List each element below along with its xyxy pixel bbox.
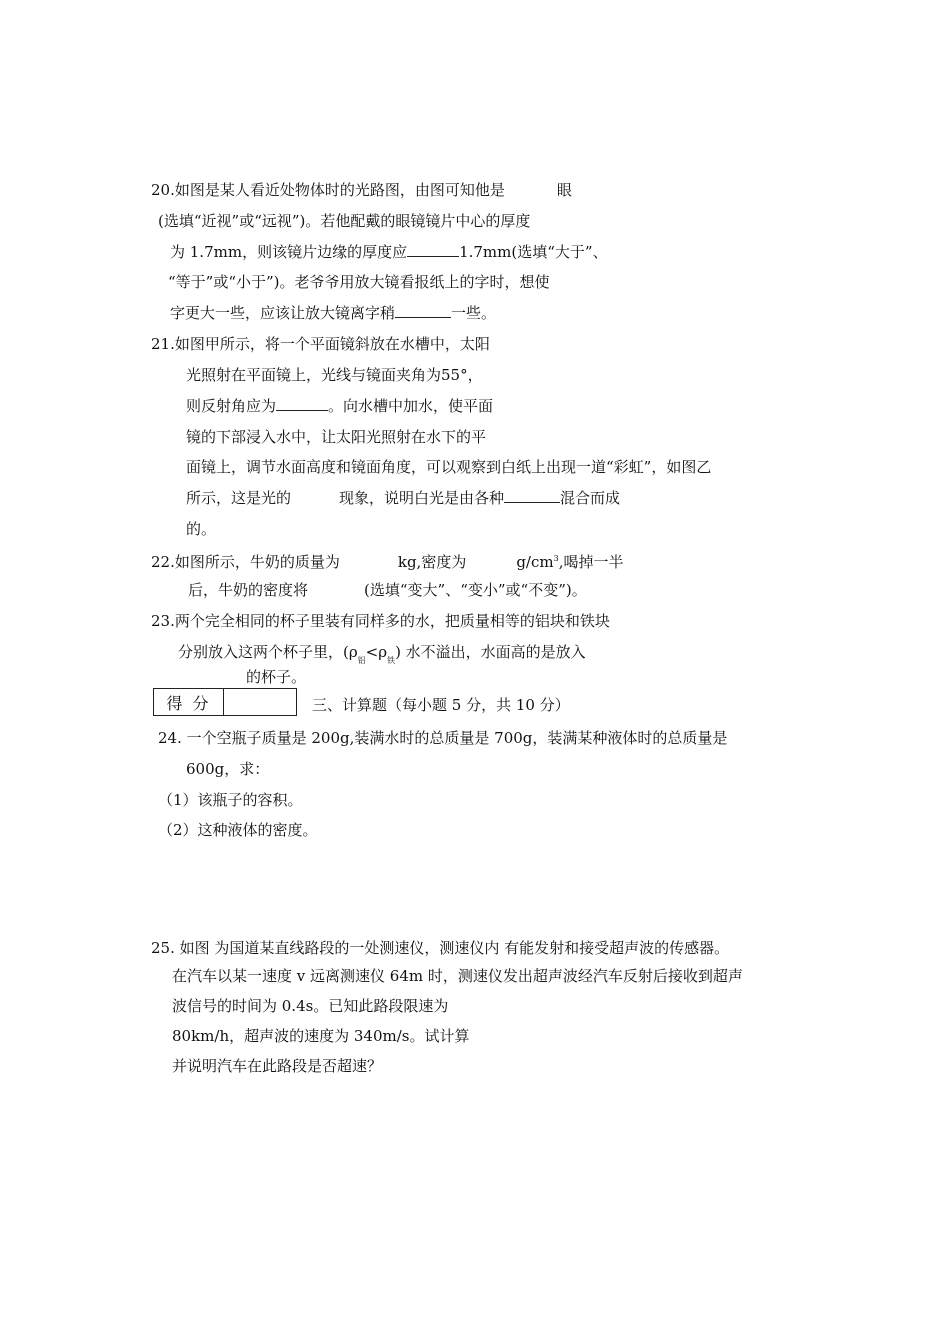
q21-text: 现象，说明白光是由各种: [339, 489, 505, 507]
q20-text: 为 1.7mm，则该镜片边缘的厚度应: [170, 243, 408, 261]
q21-text: 则反射角应为: [186, 397, 277, 415]
answer-blank[interactable]: [407, 242, 459, 257]
q21-line-4: [186, 427, 486, 447]
q24-text: （2）这种液体的密度。: [158, 821, 318, 839]
q20-line-1: [151, 180, 572, 200]
q24-line-2: [186, 759, 269, 779]
answer-blank[interactable]: [340, 553, 398, 567]
answer-blank[interactable]: [308, 581, 364, 595]
q23-text: 分别放入这两个杯子里，(ρ: [178, 643, 358, 661]
q22-text: 22.如图所示，牛奶的质量为: [151, 553, 340, 571]
q20-line-5: [170, 303, 496, 323]
q23-text: 23.两个完全相同的杯子里装有同样多的水，把质量相等的铝块和铁块: [151, 612, 610, 630]
q21-line-2: [186, 365, 483, 385]
q21-text: 镜的下部浸入水中，让太阳光照射在水下的平: [186, 428, 487, 446]
q21-line-5: [186, 457, 711, 477]
q23-text: <ρ: [365, 643, 388, 661]
answer-blank[interactable]: [466, 553, 516, 567]
q20-line-3: [170, 242, 608, 262]
q23-text: 铁: [387, 656, 396, 665]
q23-line-1: [151, 611, 610, 631]
q21-line-6: [186, 488, 620, 508]
q21-text: 混合而成: [560, 489, 621, 507]
q20-text: “等于”或“小于”)。老爷爷用放大镜看报纸上的字时，想使: [168, 273, 550, 291]
q25-text: 在汽车以某一速度 v 远离测速仪 64m 时，测速仪发出超声波经汽车反射后接收到超声: [172, 967, 743, 985]
q24-text: 600g，求：: [186, 760, 270, 778]
q22-text: (选填“变大”、“变小”或“不变”)。: [364, 581, 587, 599]
q25-text: 波信号的时间为 0.4s。已知此路段限速为: [172, 997, 449, 1015]
q20-text: (选填“近视”或“远视”)。若他配戴的眼镜镜片中心的厚度: [158, 212, 531, 230]
score-input[interactable]: [224, 689, 296, 715]
q25-line-3: [172, 996, 448, 1016]
score-label: 得分: [154, 689, 224, 715]
q22-text: 后，牛奶的密度将: [188, 581, 309, 599]
answer-blank[interactable]: [276, 396, 328, 411]
answer-blank[interactable]: [291, 489, 339, 503]
q21-text: 的。: [186, 520, 217, 538]
q25-text: 并说明汽车在此路段是否超速？: [172, 1057, 383, 1075]
score-box: [153, 688, 297, 716]
q22-text: kg,密度为: [397, 553, 467, 571]
q20-text: 字更大一些，应该让放大镜离字稍: [170, 304, 396, 322]
q21-text: 。向水槽中加水，使平面: [328, 397, 494, 415]
q23-text: ) 水不溢出，水面高的是放入: [395, 643, 586, 661]
q24-text: 24. 一个空瓶子质量是 200g,装满水时的总质量是 700g，装满某种液体时的总质量是: [158, 729, 728, 747]
q20-line-2: [158, 211, 530, 231]
q21-line-7: [186, 519, 216, 539]
answer-blank[interactable]: [505, 181, 557, 195]
q25-text: 25. 如图 为国道某直线路段的一处测速仪，测速仪内 有能发射和接受超声波的传感器。: [151, 939, 730, 957]
q25-line-1: [151, 938, 729, 958]
q20-text: 一些。: [451, 304, 497, 322]
q22-text: ,喝掉一半: [558, 553, 624, 571]
q25-text: 80km/h，超声波的速度为 340m/s。试计算: [172, 1027, 470, 1045]
q24-line-4: [158, 820, 318, 840]
q25-line-4: [172, 1026, 470, 1046]
q22-line-2: [188, 580, 587, 600]
q23-text: 的杯子。: [246, 668, 307, 686]
q22-text: 3: [553, 554, 559, 563]
q22-line-1: [151, 549, 623, 572]
q20-text: 眼: [556, 181, 572, 199]
q21-text: 面镜上，调节水面高度和镜面角度，可以观察到白纸上出现一道“彩虹”，如图乙: [186, 458, 712, 476]
q25-line-5: [172, 1056, 382, 1076]
q20-text: 20.如图是某人看近处物体时的光路图，由图可知他是: [151, 181, 505, 199]
q23-text: 铝: [357, 656, 366, 665]
q21-text: 所示，这是光的: [186, 489, 292, 507]
q23-line-3: [246, 667, 306, 687]
q22-text: g/cm: [516, 553, 554, 571]
section-title-text: 三、计算题（每小题 5 分，共 10 分）: [312, 696, 570, 714]
q20-line-4: [168, 272, 550, 292]
q20-text: 1.7mm(选填“大于”、: [459, 243, 608, 261]
answer-blank[interactable]: [504, 488, 560, 503]
q24-line-3: [158, 790, 303, 810]
answer-blank[interactable]: [395, 303, 451, 318]
q21-text: 光照射在平面镜上，光线与镜面夹角为55°，: [186, 366, 483, 384]
q24-text: （1）该瓶子的容积。: [158, 791, 303, 809]
q21-line-3: [186, 396, 493, 416]
q25-line-2: [172, 966, 743, 986]
q21-text: 21.如图甲所示，将一个平面镜斜放在水槽中，太阳: [151, 335, 490, 353]
q23-line-2: [178, 642, 586, 665]
q24-line-1: [158, 728, 727, 748]
section-title: [312, 695, 570, 715]
q21-line-1: [151, 334, 490, 354]
